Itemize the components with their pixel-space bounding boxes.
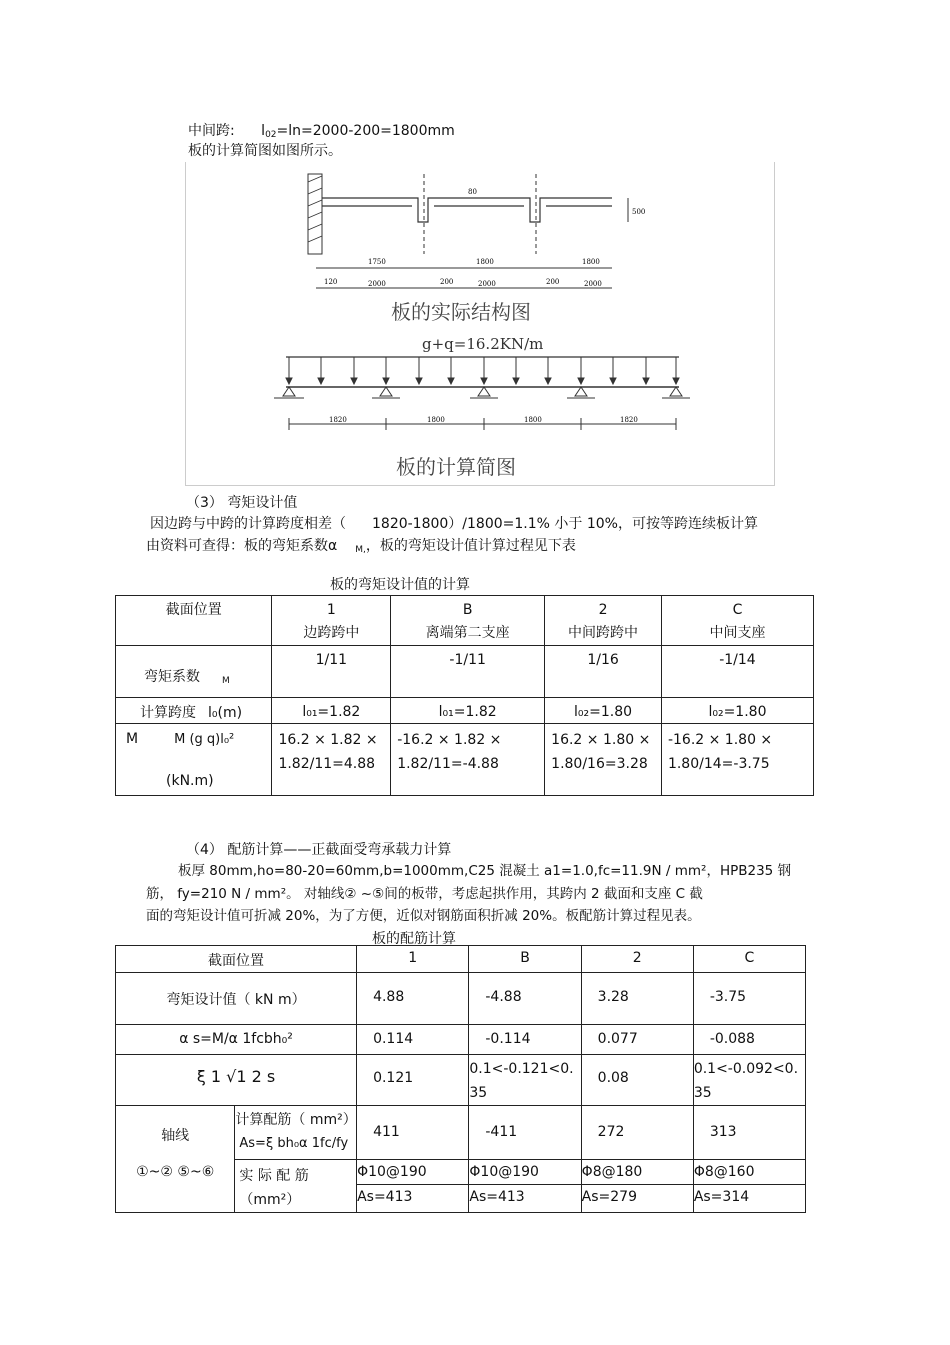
span-symbol-sub: 02 <box>265 130 277 140</box>
moment-table-title: 板的弯矩设计值的计算 <box>330 577 470 593</box>
alpha-cell: 0.077 <box>581 1025 693 1055</box>
dim-top-2: 1800 <box>476 258 494 266</box>
column-header: 2 <box>581 946 693 973</box>
dim-bottom-1: 120 <box>324 278 338 286</box>
rebar-table <box>115 945 806 1213</box>
section4-para2: 筋， fy=210 N / mm²。 对轴线② ~⑤间的板带，考虑起拱作用，其跨内 2 截面和支座 C 截 <box>146 886 703 902</box>
diagram-intro: 板的计算简图如图所示。 <box>188 143 342 159</box>
column-header: 2 中间跨跨中 <box>545 596 662 646</box>
column-header: C 中间支座 <box>661 596 813 646</box>
table-row <box>116 724 814 796</box>
xi-cell: 0.121 <box>357 1055 469 1106</box>
span-2: 1800 <box>427 416 445 424</box>
actual-cell: Φ10@190 As=413 <box>469 1160 581 1213</box>
header-cell: 截面位置 <box>116 946 357 973</box>
moment-value-cell: 4.88 <box>357 973 469 1025</box>
coef-cell: 1/16 <box>545 646 662 698</box>
moment-value-cell: -4.88 <box>469 973 581 1025</box>
span-formula-line <box>188 120 455 140</box>
calc-caption: 板的计算简图 <box>396 455 516 479</box>
span-cell: l₀₂=1.80 <box>545 698 662 724</box>
coef-cell: -1/11 <box>391 646 545 698</box>
load-arrows <box>286 357 679 384</box>
calc-value-cell: 313 <box>693 1106 805 1160</box>
table-row <box>116 1025 806 1055</box>
diagram-frame <box>185 162 775 486</box>
rebar-table-title: 板的配筋计算 <box>372 931 456 947</box>
load-label: g+q=16.2KN/m <box>422 335 544 353</box>
span-label-cell: 计算跨度 l₀(m) <box>116 698 272 724</box>
slab-outline <box>322 198 612 222</box>
alpha-cell: -0.088 <box>693 1025 805 1055</box>
dim-top-3: 1800 <box>582 258 600 266</box>
column-header: C <box>693 946 805 973</box>
section3-para2: 由资料可查得：板的弯矩系数α $_{M,}$，板的弯矩设计值计算过程见下表 <box>146 538 576 555</box>
span-cell: l₀₂=1.80 <box>661 698 813 724</box>
structure-diagrams <box>186 162 774 485</box>
table-row <box>116 973 806 1025</box>
header-cell: 截面位置 <box>116 596 272 646</box>
span-value: =ln=2000-200=1800mm <box>276 123 455 139</box>
section4-para3: 面的弯矩设计值可折减 20%，为了方便，近似对钢筋面积折减 20%。板配筋计算过程见表。 <box>146 908 701 924</box>
dim-bottom-2: 2000 <box>368 280 386 288</box>
dim-top-1: 1750 <box>368 258 386 266</box>
structure-caption: 板的实际结构图 <box>391 300 531 324</box>
axis-label-cell: 轴线 ①~② ⑤~⑥ <box>116 1106 235 1213</box>
span-symbol: l <box>261 123 266 139</box>
table-row <box>116 1106 806 1160</box>
column-header: 1 <box>357 946 469 973</box>
alpha-cell: 0.114 <box>357 1025 469 1055</box>
xi-label-cell: ξ 1 √1 2 s <box>116 1055 357 1106</box>
actual-cell: Φ8@160 As=314 <box>693 1160 805 1213</box>
dim-bottom-3: 200 <box>440 278 454 286</box>
calc-value-cell: 272 <box>581 1106 693 1160</box>
alpha-cell: -0.114 <box>469 1025 581 1055</box>
calc-value-cell: -411 <box>469 1106 581 1160</box>
moment-value-cell: 3.28 <box>581 973 693 1025</box>
moment-label-cell: M M (g q)l₀² (kN.m) <box>116 724 272 796</box>
coef-cell: 1/11 <box>272 646 391 698</box>
coef-cell: -1/14 <box>661 646 813 698</box>
calc-value-cell: 411 <box>357 1106 469 1160</box>
table-row <box>116 1055 806 1106</box>
xi-cell: 0.1<-0.092<0.35 <box>693 1055 805 1106</box>
xi-cell: 0.08 <box>581 1055 693 1106</box>
span-3: 1800 <box>524 416 542 424</box>
section4-heading: （4） 配筋计算——正截面受弯承载力计算 <box>186 842 452 858</box>
supports <box>274 387 690 398</box>
xi-cell: 0.1<-0.121<0.35 <box>469 1055 581 1106</box>
moment-label-cell: 弯矩设计值（ kN m） <box>116 973 357 1025</box>
moment-cell: 16.2 × 1.80 × 1.80/16=3.28 <box>545 724 662 796</box>
column-header: B 离端第二支座 <box>391 596 545 646</box>
span-4: 1820 <box>620 416 638 424</box>
beam-depth-label: 500 <box>632 208 646 216</box>
dim-bottom-5: 200 <box>546 278 560 286</box>
table-row <box>116 596 814 646</box>
moment-cell: -16.2 × 1.82 × 1.82/11=-4.88 <box>391 724 545 796</box>
actual-cell: Φ8@180 As=279 <box>581 1160 693 1213</box>
span-1: 1820 <box>329 416 347 424</box>
actual-cell: Φ10@190 As=413 <box>357 1160 469 1213</box>
alpha-label-cell: α s=M/α 1fcbh₀² <box>116 1025 357 1055</box>
column-header: B <box>469 946 581 973</box>
wall <box>308 174 322 254</box>
section3-para1: 因边跨与中跨的计算跨度相差（ 1820-1800）/1800=1.1% 小于 10%，可按等跨连续板计算 <box>150 516 758 532</box>
moment-cell: 16.2 × 1.82 × 1.82/11=4.88 <box>272 724 391 796</box>
section4-para1: 板厚 80mm,ho=80-20=60mm,b=1000mm,C25 混凝土 a1=1.0,fc=11.9N / mm²，HPB235 钢 <box>178 863 792 879</box>
table-row <box>116 646 814 698</box>
coef-label-cell: 弯矩系数 $_M$ <box>116 646 272 698</box>
moment-cell: -16.2 × 1.80 × 1.80/14=-3.75 <box>661 724 813 796</box>
moment-table <box>115 595 814 796</box>
calc-label-cell: 计算配筋（ mm²） As=ξ bh₀α 1fc/fy <box>235 1106 357 1160</box>
actual-label-cell: 实 际 配 筋（mm²） <box>235 1160 357 1213</box>
table-row <box>116 698 814 724</box>
dim-bottom-6: 2000 <box>584 280 602 288</box>
section3-heading: （3） 弯矩设计值 <box>186 495 298 511</box>
span-cell: l₀₁=1.82 <box>272 698 391 724</box>
column-header: 1 边跨跨中 <box>272 596 391 646</box>
span-cell: l₀₁=1.82 <box>391 698 545 724</box>
moment-value-cell: -3.75 <box>693 973 805 1025</box>
dim-bottom-4: 2000 <box>478 280 496 288</box>
span-label: 中间跨: <box>188 123 235 139</box>
table-row <box>116 946 806 973</box>
thickness-label: 80 <box>468 188 477 196</box>
